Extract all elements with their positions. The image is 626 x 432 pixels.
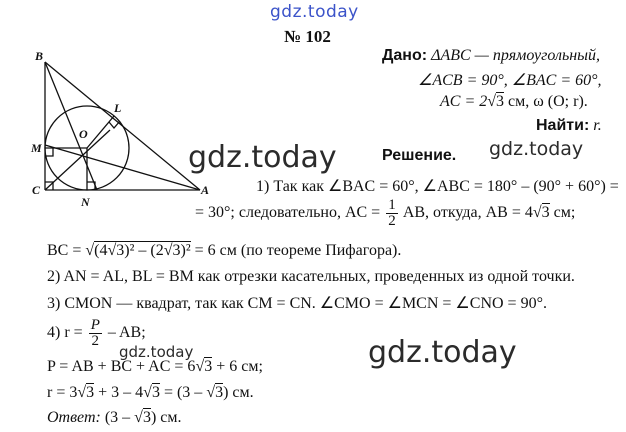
line8-part-b: + 3 – 4: [94, 384, 144, 401]
label-a: A: [201, 183, 210, 197]
frac6-num: P: [90, 317, 100, 333]
line8-root-3: 3: [215, 384, 224, 401]
line7-part-a: P = AB + BC + AC = 6: [47, 358, 196, 375]
line3-part-a: BC =: [47, 242, 82, 259]
given-text-1: ΔABC — прямоугольный,: [431, 47, 600, 64]
label-l: L: [114, 101, 122, 115]
radius-ol: [87, 116, 114, 148]
find-value: r.: [593, 117, 602, 134]
line3-root: (4√3)² – (2√3)²: [94, 242, 191, 259]
watermark-figure: gdz.today: [188, 140, 337, 175]
fraction-p-over-2: [89, 318, 102, 349]
bisector-b: [45, 62, 97, 190]
line3-part-b: = 6 см (по теореме Пифагора).: [190, 242, 402, 259]
line8-part-d: ) см.: [223, 384, 254, 401]
solution-line-5: 3) CMON — квадрат, так как CM = CN. ∠CMO = ∠MCN = ∠CNO = 90°.: [47, 295, 547, 312]
line8-part-c: = (3 –: [159, 384, 203, 401]
solution-line-8: r = 3√3 + 3 – 4√3 = (3 – √3) см.: [47, 384, 254, 401]
find-label: Найти:: [536, 117, 590, 134]
line6-part-a: 4) r =: [47, 324, 83, 342]
line7-root: 3: [204, 358, 213, 375]
solution-line-4: 2) AN = AL, BL = BM как отрезки касательных, проведенных из одной точки.: [47, 268, 575, 285]
find-line: [536, 117, 602, 135]
watermark-top: gdz.today: [270, 2, 359, 22]
line8-root-1: 3: [86, 384, 95, 401]
label-m: M: [31, 141, 42, 155]
label-c: C: [32, 183, 41, 197]
watermark-lower-small: gdz.today: [119, 343, 194, 361]
label-n: N: [81, 195, 90, 209]
given-line1: [382, 47, 600, 65]
bisector-c: [45, 130, 110, 190]
line2-part-a: = 30°; следовательно, AC =: [195, 204, 381, 222]
line2-part-c: см;: [549, 204, 576, 222]
given-tail: см, ω (O; r).: [504, 93, 588, 110]
frac-num: 1: [388, 197, 396, 213]
given-ac: AC = 2: [440, 93, 488, 110]
line8-root-2: 3: [151, 384, 160, 401]
line8-part-a: r = 3: [47, 384, 78, 401]
solution-line-2: = 30°; следовательно, AC = $\frac{1}{2}$ AB, откуда, AB = 4√3 см;: [195, 197, 576, 229]
answer-part-b: ) см.: [150, 409, 182, 426]
triangle-figure: [25, 50, 240, 210]
given-line3: AC = 2√3 см, ω (O; r).: [440, 93, 588, 110]
watermark-lower-large: gdz.today: [368, 335, 517, 370]
answer-line: Ответ: (3 – √3) см.: [47, 409, 182, 426]
line2-root: 3: [541, 204, 550, 222]
answer-part-a: (3 –: [100, 409, 131, 426]
answer-label: Ответ:: [47, 409, 101, 426]
bisector-a: [45, 145, 200, 190]
solution-line-3: BC = √(4√3)² – (2√3)² = 6 см (по теореме Пифагора).: [47, 242, 402, 259]
label-b: B: [35, 50, 44, 63]
given-root: 3: [496, 93, 505, 110]
line7-part-b: + 6 см;: [212, 358, 263, 375]
line6-part-b: – AB;: [107, 324, 146, 342]
given-line2: ∠ACB = 90°, ∠BAC = 60°,: [418, 72, 602, 89]
frac6-den: 2: [91, 333, 100, 349]
line2-part-b: AB, откуда, AB = 4: [402, 204, 533, 222]
given-label: Дано:: [382, 47, 428, 64]
solution-line-1: 1) Так как ∠BAC = 60°, ∠ABC = 180° – (90° + 60°) =: [256, 178, 619, 195]
label-o: O: [79, 127, 88, 141]
solution-line-7: P = AB + BC + AC = 6√3 + 6 см;: [47, 358, 263, 375]
right-angle-l: [109, 121, 120, 128]
frac-den: 2: [388, 213, 396, 229]
watermark-solution: gdz.today: [489, 138, 584, 160]
fraction-one-half: [386, 198, 398, 229]
solution-header: Решение.: [382, 147, 457, 164]
problem-number: № 102: [284, 27, 331, 46]
answer-root: 3: [142, 409, 151, 426]
